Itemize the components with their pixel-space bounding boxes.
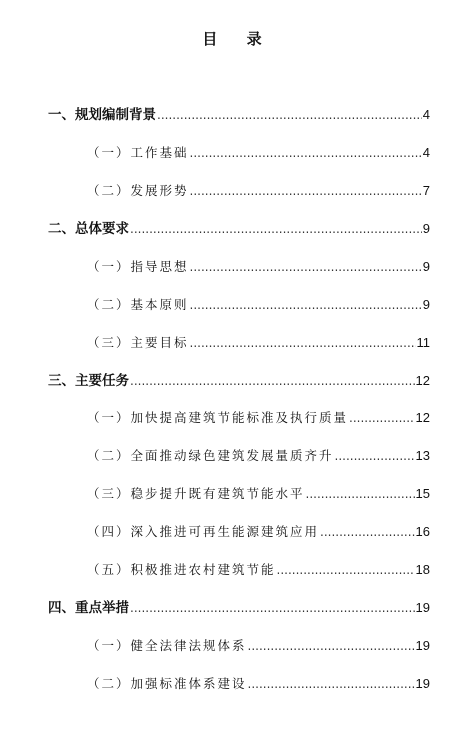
- toc-page-number: 12: [415, 373, 430, 388]
- toc-page-number: 19: [415, 638, 430, 653]
- toc-page-number: 4: [422, 107, 430, 122]
- toc-page-number: 19: [415, 600, 430, 615]
- toc-leader-dots: [157, 105, 422, 125]
- toc-page-number: 7: [422, 183, 430, 198]
- toc-leader-dots: [335, 446, 415, 466]
- toc-entry-label: 四、重点举措: [48, 600, 129, 616]
- toc-leader-dots: [190, 295, 422, 315]
- toc-entry-subsection[interactable]: [87, 143, 430, 163]
- toc-leader-dots: [190, 333, 416, 353]
- toc-entry-label: （三）稳步提升既有建筑节能水平: [87, 486, 305, 501]
- toc-entry-subsection[interactable]: [87, 408, 430, 428]
- toc-page-number: 15: [415, 486, 430, 501]
- toc-entry-label: （二）全面推动绿色建筑发展量质齐升: [87, 448, 334, 463]
- toc-leader-dots: [320, 522, 415, 542]
- toc-page-number: 4: [422, 145, 430, 160]
- toc-entry-section-1[interactable]: [48, 105, 430, 125]
- toc-entry-subsection[interactable]: [87, 484, 430, 504]
- toc-entry-label: （一）指导思想: [87, 259, 189, 274]
- toc-entry-subsection[interactable]: [87, 181, 430, 201]
- toc-page-number: 13: [415, 448, 430, 463]
- toc-leader-dots: [190, 257, 422, 277]
- toc-entry-label: （三）主要目标: [87, 335, 189, 350]
- toc-entry-subsection[interactable]: [87, 295, 430, 315]
- toc-entry-label: （一）工作基础: [87, 145, 189, 160]
- toc-leader-dots: [277, 560, 415, 580]
- toc-leader-dots: [248, 674, 415, 694]
- toc-entry-subsection[interactable]: [87, 636, 430, 656]
- toc-entry-subsection[interactable]: [87, 333, 430, 353]
- toc-page-number: 9: [422, 259, 430, 274]
- toc-leader-dots: [190, 143, 422, 163]
- toc-leader-dots: [190, 181, 422, 201]
- toc-entry-label: 二、总体要求: [48, 221, 129, 237]
- toc-entry-label: （二）基本原则: [87, 297, 189, 312]
- toc-entry-label: 三、主要任务: [48, 373, 129, 389]
- toc-leader-dots: [130, 371, 415, 391]
- toc-leader-dots: [248, 636, 415, 656]
- toc-entry-label: （五）积极推进农村建筑节能: [87, 562, 276, 577]
- toc-entry-subsection[interactable]: [87, 522, 430, 542]
- toc-entry-section-4[interactable]: [48, 598, 430, 618]
- toc-leader-dots: [130, 598, 415, 618]
- toc-leader-dots: [306, 484, 415, 504]
- toc-page-number: 9: [422, 297, 430, 312]
- toc-leader-dots: [130, 219, 422, 239]
- toc-page-number: 11: [416, 335, 430, 350]
- toc-entry-subsection[interactable]: [87, 257, 430, 277]
- toc-page-number: 18: [415, 562, 430, 577]
- toc-entry-label: （一）加快提高建筑节能标准及执行质量: [87, 410, 349, 425]
- toc-entry-subsection[interactable]: [87, 560, 430, 580]
- toc-entry-label: （一）健全法律法规体系: [87, 638, 247, 653]
- toc-entry-subsection[interactable]: [87, 446, 430, 466]
- toc-leader-dots: [349, 408, 415, 428]
- toc-entry-section-2[interactable]: [48, 219, 430, 239]
- toc-entry-label: （四）深入推进可再生能源建筑应用: [87, 524, 320, 539]
- toc-entry-label: （二）加强标准体系建设: [87, 676, 247, 691]
- toc-entry-label: （二）发展形势: [87, 183, 189, 198]
- toc-entry-section-3[interactable]: [48, 371, 430, 391]
- toc-page-number: 19: [415, 676, 430, 691]
- toc-title: 目 录: [202, 30, 274, 48]
- toc-page-number: 9: [422, 221, 430, 236]
- toc-entry-label: 一、规划编制背景: [48, 107, 156, 123]
- toc-entry-subsection[interactable]: [87, 674, 430, 694]
- toc-page-number: 16: [415, 524, 430, 539]
- toc-page-number: 12: [415, 410, 430, 425]
